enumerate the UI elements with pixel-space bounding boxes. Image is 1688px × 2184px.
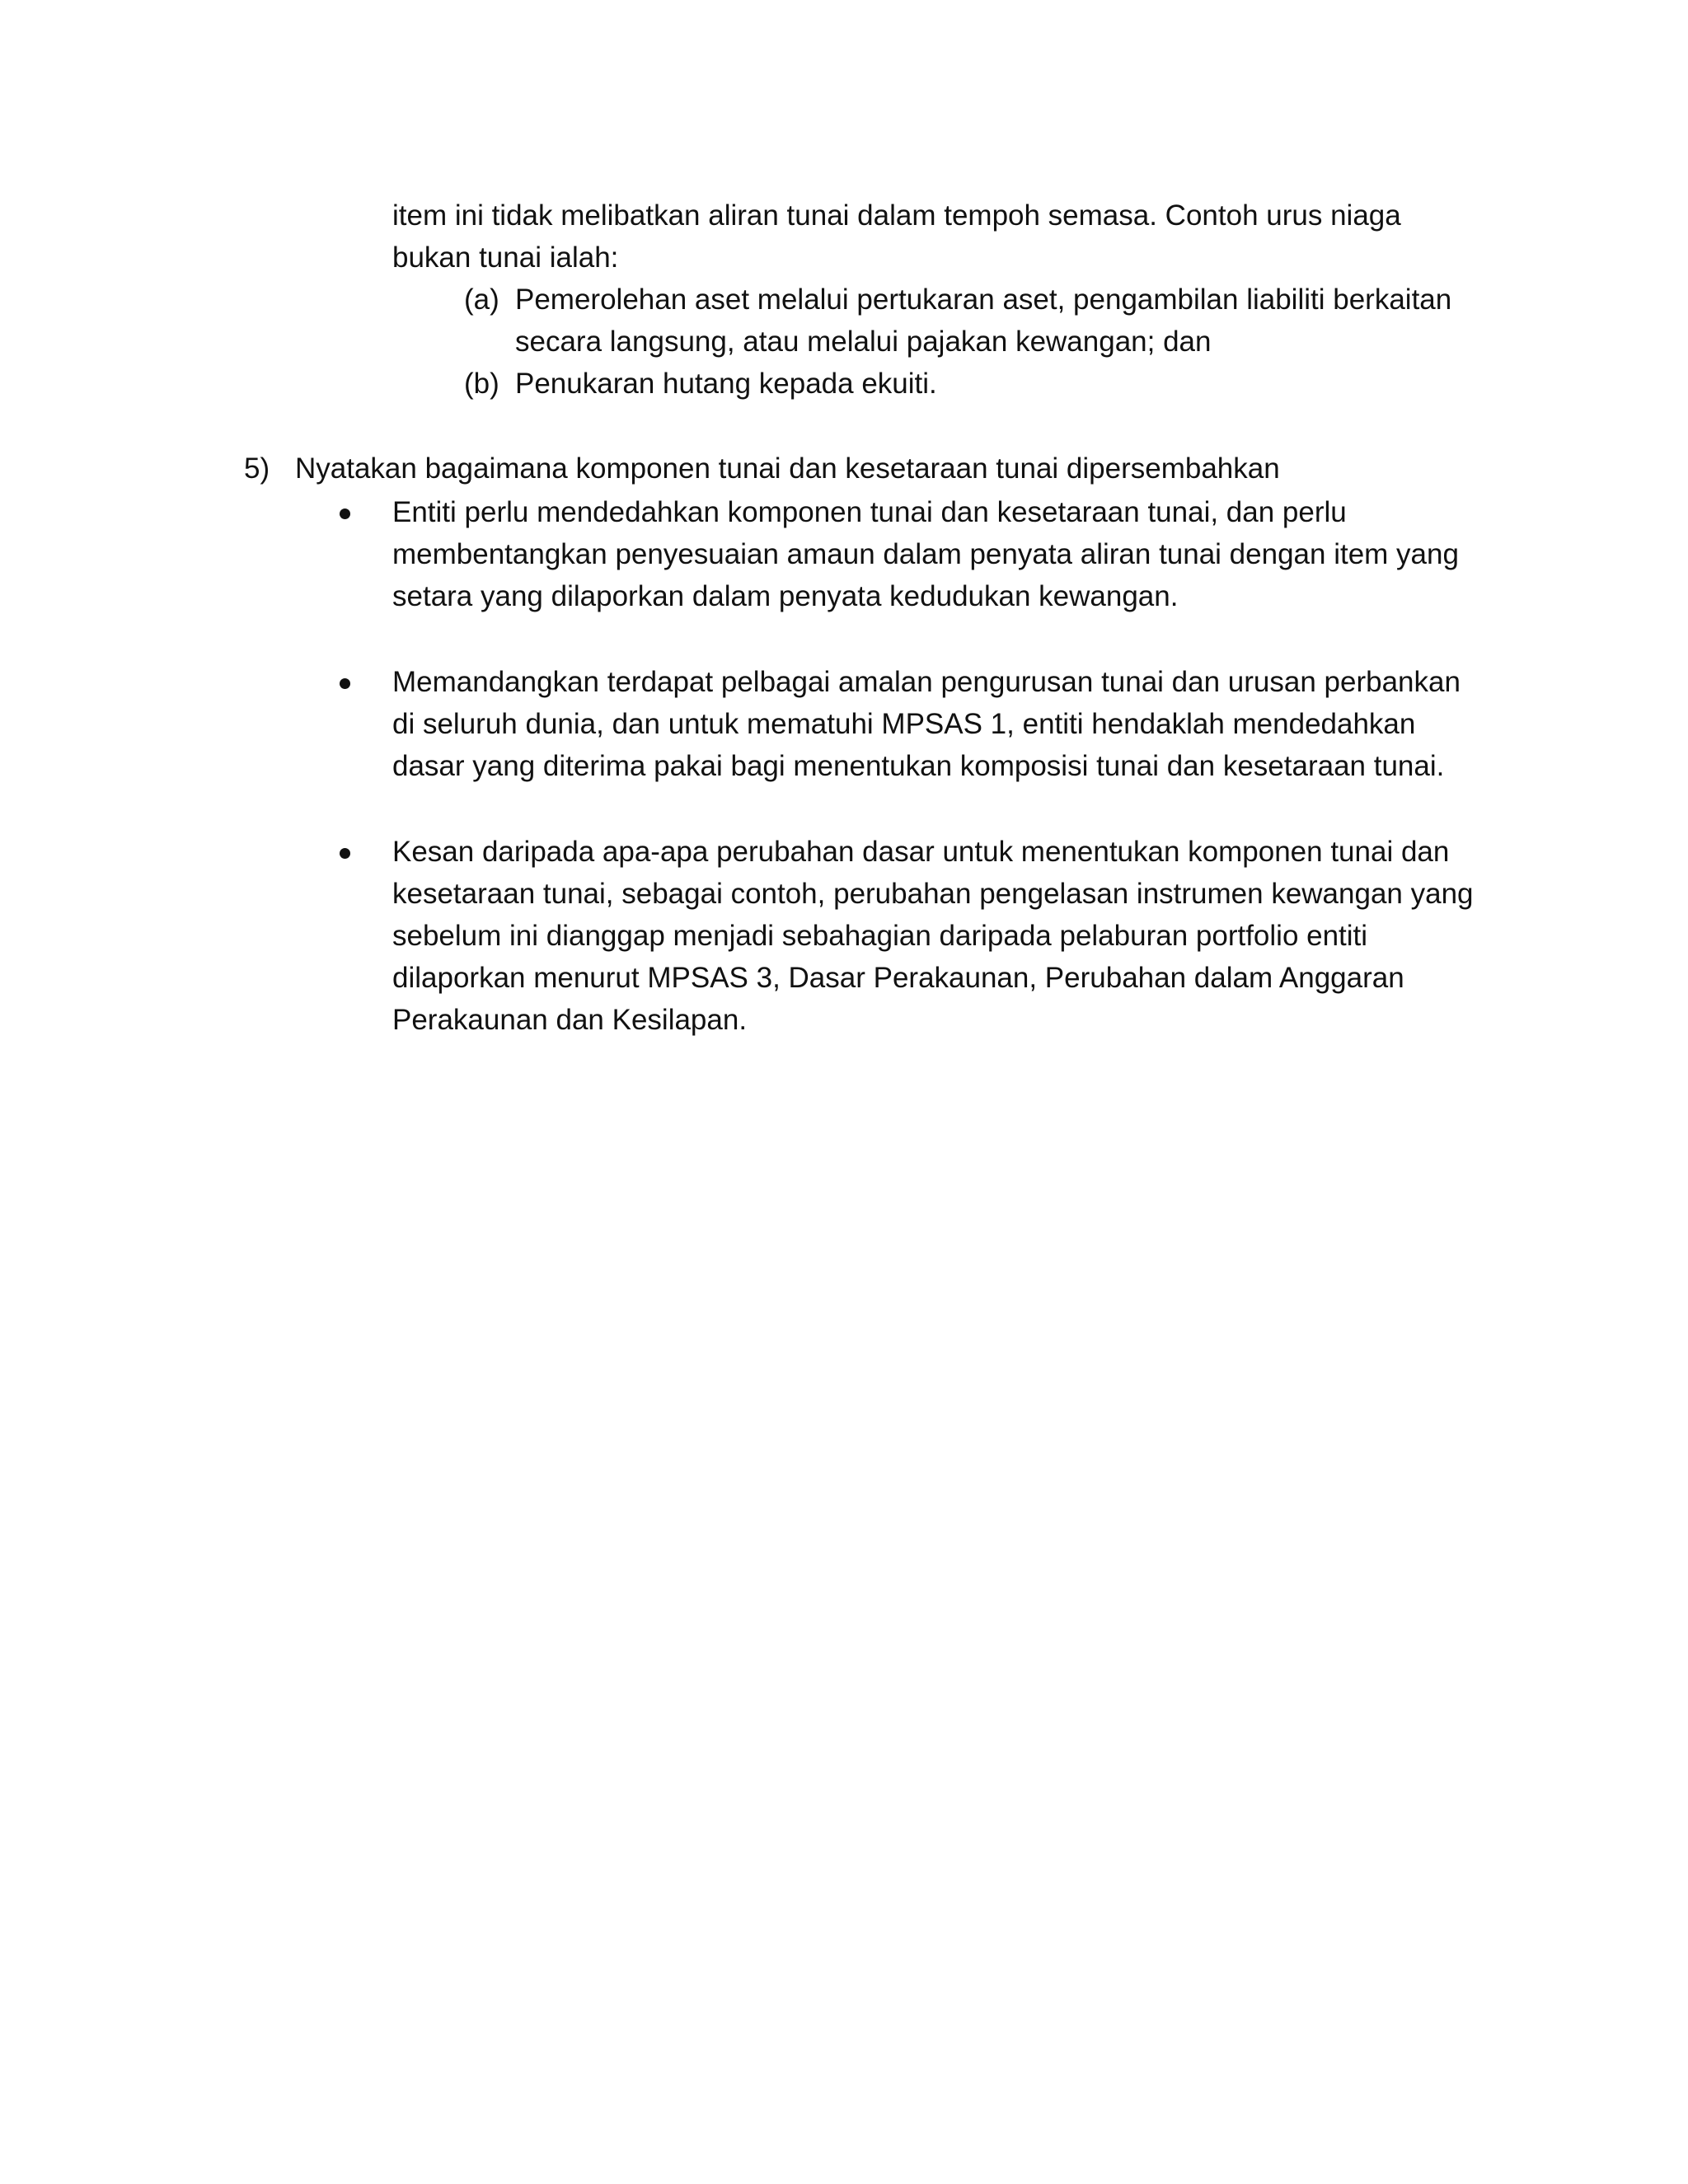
sub-item-b	[464, 363, 1486, 405]
sub-item-a	[464, 279, 1486, 363]
section-heading: Nyatakan bagaimana komponen tunai dan kesetaraan tunai dipersembahkan	[295, 452, 1280, 485]
section-number: 5)	[244, 452, 270, 485]
bullet-dot-icon	[340, 848, 350, 859]
sub-item-marker: (a)	[464, 284, 499, 316]
example-sub-list	[464, 279, 1486, 405]
bullet-dot-icon	[340, 678, 350, 689]
bullet-text: Kesan daripada apa-apa perubahan dasar untuk menentukan komponen tunai dan kesetaraan tunai, sebagai contoh, perubahan pengelasan instrumen kewangan yang sebelum ini dianggap menjadi sebahagian daripada pelaburan portfolio entiti dilaporkan menurut MPSAS 3, Dasar Perakaunan, Perubahan dalam Anggaran Perakaunan dan Kesilapan.	[392, 836, 1474, 1036]
sub-item-text: Penukaran hutang kepada ekuiti.	[515, 368, 937, 400]
bullet-text: Entiti perlu mendedahkan komponen tunai dan kesetaraan tunai, dan perlu membentangkan penyesuaian amaun dalam penyata aliran tunai dengan item yang setara yang dilaporkan dalam penyata kedudukan kewangan.	[392, 496, 1459, 612]
bullet-text: Memandangkan terdapat pelbagai amalan pengurusan tunai dan urusan perbankan di seluruh dunia, dan untuk mematuhi MPSAS 1, entiti hendaklah mendedahkan dasar yang diterima pakai bagi menentukan komposisi tunai dan kesetaraan tunai.	[392, 666, 1461, 782]
continued-paragraph: item ini tidak melibatkan aliran tunai dalam tempoh semasa. Contoh urus niaga bukan tunai ialah:	[392, 199, 1401, 274]
bullet-dot-icon	[340, 509, 350, 519]
sub-item-marker: (b)	[464, 368, 499, 400]
sub-item-text: Pemerolehan aset melalui pertukaran aset, pengambilan liabiliti berkaitan secara langsung, atau melalui pajakan kewangan; dan	[515, 284, 1452, 358]
